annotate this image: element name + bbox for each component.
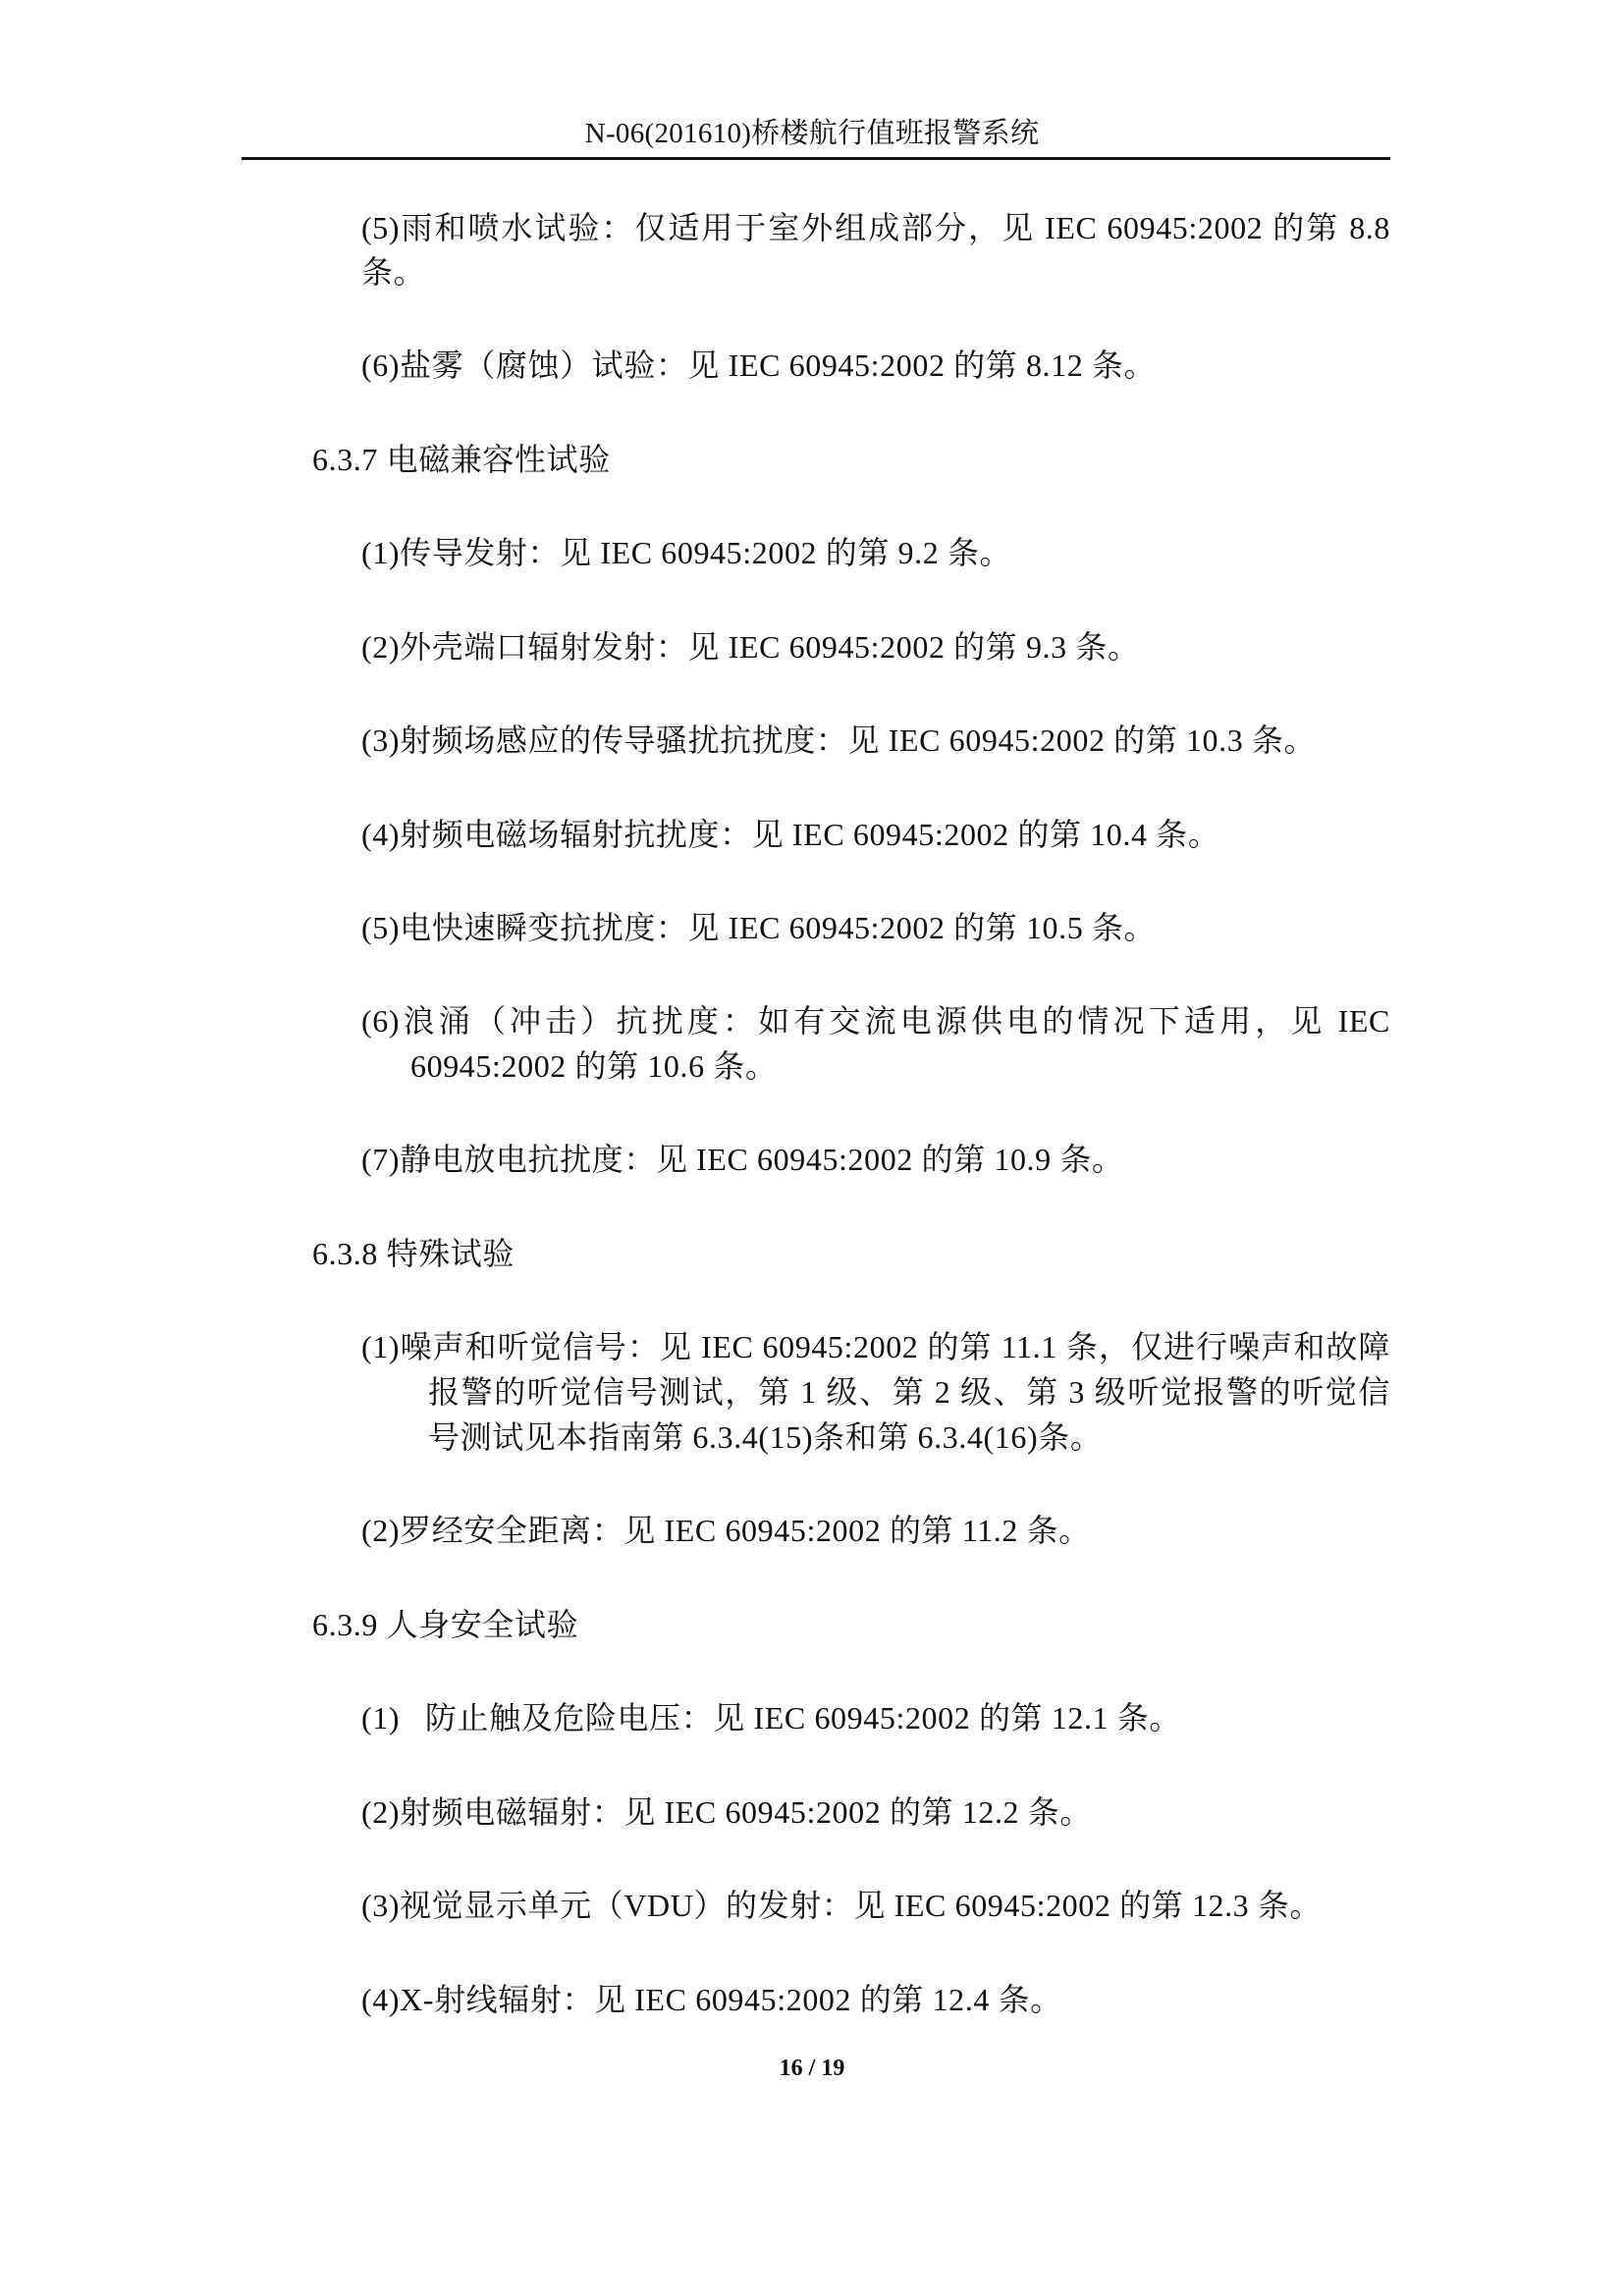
list-item-rain-spray-line-1: (5)雨和喷水试验：仅适用于室外组成部分，见 IEC 60945:2002 的第 8.8 <box>361 210 1390 245</box>
list-item-vdu-emission: (3)视觉显示单元（VDU）的发射：见 IEC 60945:2002 的第 12.3 条。 <box>361 1888 1323 1923</box>
list-item-fast-transient-immunity: (5)电快速瞬变抗扰度：见 IEC 60945:2002 的第 10.5 条。 <box>361 910 1157 945</box>
list-item-radiated-rf-immunity: (4)射频电磁场辐射抗扰度：见 IEC 60945:2002 的第 10.4 条。 <box>361 817 1220 852</box>
list-item-surge-immunity-line-1: (6)浪涌（冲击）抗扰度：如有交流电源供电的情况下适用，见 IEC <box>361 1003 1390 1039</box>
section-heading-6-3-8: 6.3.8 特殊试验 <box>312 1236 515 1271</box>
list-item-hazardous-voltage: (1) 防止触及危险电压：见 IEC 60945:2002 的第 12.1 条。 <box>361 1700 1181 1735</box>
header-divider <box>242 157 1390 160</box>
list-item-noise-audible-line-3: 号测试见本指南第 6.3.4(15)条和第 6.3.4(16)条。 <box>428 1419 1103 1455</box>
list-item-rain-spray-line-2: 条。 <box>361 254 426 290</box>
list-item-esd-immunity: (7)静电放电抗扰度：见 IEC 60945:2002 的第 10.9 条。 <box>361 1142 1124 1177</box>
list-item-conducted-emission: (1)传导发射：见 IEC 60945:2002 的第 9.2 条。 <box>361 535 1012 570</box>
section-heading-6-3-7: 6.3.7 电磁兼容性试验 <box>312 442 611 477</box>
list-item-rf-radiation: (2)射频电磁辐射：见 IEC 60945:2002 的第 12.2 条。 <box>361 1794 1092 1830</box>
page-header: N-06(201610)桥楼航行值班报警系统 <box>584 118 1040 149</box>
page-number: 16 / 19 <box>779 2056 845 2081</box>
list-item-surge-immunity-line-2: 60945:2002 的第 10.6 条。 <box>410 1048 778 1084</box>
list-item-conducted-rf-immunity: (3)射频场感应的传导骚扰抗扰度：见 IEC 60945:2002 的第 10.3 条。 <box>361 722 1317 758</box>
section-heading-6-3-9: 6.3.9 人身安全试验 <box>312 1607 579 1642</box>
list-item-compass-safe-distance: (2)罗经安全距离：见 IEC 60945:2002 的第 11.2 条。 <box>361 1513 1091 1548</box>
list-item-salt-mist: (6)盐雾（腐蚀）试验：见 IEC 60945:2002 的第 8.12 条。 <box>361 347 1157 383</box>
list-item-x-ray-radiation: (4)X-射线辐射：见 IEC 60945:2002 的第 12.4 条。 <box>361 1982 1062 2017</box>
list-item-noise-audible-line-2: 报警的听觉信号测试，第 1 级、第 2 级、第 3 级听觉报警的听觉信 <box>428 1374 1390 1410</box>
list-item-noise-audible-line-1: (1)噪声和听觉信号：见 IEC 60945:2002 的第 11.1 条，仅进行噪声和故障 <box>361 1329 1390 1364</box>
list-item-enclosure-radiated-emission: (2)外壳端口辐射发射：见 IEC 60945:2002 的第 9.3 条。 <box>361 629 1140 665</box>
